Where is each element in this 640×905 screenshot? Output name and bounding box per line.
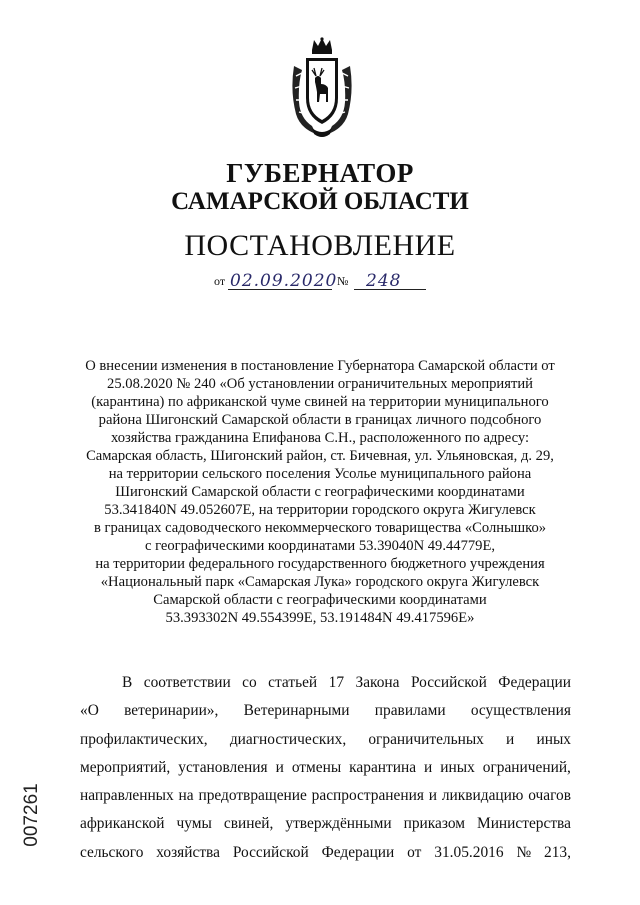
body-word: Федерации (498, 674, 571, 691)
body-word: и (424, 758, 433, 776)
heading-line: района Шигонский Самарской области в границах личного подсобного (98, 412, 542, 428)
body-word: № (516, 843, 532, 861)
body-word: осуществления (470, 702, 571, 720)
heading-line: Самарской области с географическими координатами (153, 592, 487, 608)
body-line (80, 754, 571, 782)
body-line (80, 726, 571, 754)
heading-line: (карантина) по африканской чуме свиней на территории муниципального (91, 394, 549, 410)
body-word: распространения (311, 787, 424, 805)
handwritten-date: 02.09.2020 (230, 271, 338, 291)
body-word: ликвидацию (441, 787, 524, 805)
body-word: ограничений, (482, 758, 571, 776)
body-word: профилактических, (80, 730, 208, 748)
body-word: чумы (176, 815, 212, 833)
body-word: ветеринарии», (124, 702, 219, 720)
date-number-line (214, 270, 434, 292)
heading-line: Самарская область, Шигонский район, ст. Бичевная, ул. Ульяновская, д. 29, (86, 448, 554, 464)
number-prefix: № (337, 274, 349, 288)
body-word: диагностических, (229, 730, 347, 748)
body-line (80, 782, 571, 810)
body-line (80, 669, 571, 697)
body-word: Ветеринарными (243, 702, 350, 720)
body-word: статьей (268, 674, 318, 691)
heading-line: Шигонский Самарской области с географическими координатами (115, 484, 525, 500)
body-paragraph (80, 669, 571, 867)
date-prefix: от (214, 274, 226, 288)
document-heading (60, 357, 580, 627)
body-word: Российской (232, 843, 309, 861)
body-word: 31.05.2016 (434, 843, 504, 861)
body-word: приказом (403, 815, 465, 833)
body-line (80, 697, 571, 725)
body-word: и (506, 730, 515, 748)
heading-line: О внесении изменения в постановление Губернатора Самарской области от (85, 358, 555, 374)
registration-code (22, 770, 42, 860)
heading-line: на территории сельского поселения Усолье муниципального района (108, 466, 532, 482)
body-word: Федерации (321, 843, 395, 861)
registration-code-text: 007261 (21, 783, 42, 847)
body-word: установления (178, 758, 268, 776)
body-word: со (242, 674, 257, 691)
body-word: «О (80, 702, 99, 720)
body-word: и (275, 758, 284, 776)
title-region: САМАРСКОЙ ОБЛАСТИ (171, 188, 469, 215)
body-word: иных (536, 730, 571, 748)
body-word: ограничительных (368, 730, 484, 748)
body-word: утверждёнными (285, 815, 392, 833)
body-word: Закона (355, 674, 400, 691)
body-word: сельского (80, 843, 144, 861)
heading-line: 53.341840N 49.052607E, на территории городского округа Жигулевск (104, 502, 536, 518)
heading-line: в границах садоводческого некоммерческого товарищества «Солнышко» (93, 520, 547, 536)
body-line (80, 839, 571, 867)
body-word: хозяйства (156, 843, 220, 861)
coat-of-arms-emblem (290, 36, 354, 140)
body-word: Министерства (477, 815, 571, 833)
body-word: Российской (410, 674, 487, 691)
handwritten-number: 248 (366, 271, 402, 291)
body-word: правилами (374, 702, 446, 720)
body-word: В (122, 674, 133, 691)
body-word: мероприятий, (80, 758, 171, 776)
body-word: и (428, 787, 438, 805)
document-type: ПОСТАНОВЛЕНИЕ (184, 229, 456, 262)
heading-line: 53.393302N 49.554399E, 53.191484N 49.417596E» (165, 610, 475, 626)
body-word: предотвращение (198, 787, 307, 805)
body-word: африканской (80, 815, 165, 833)
heading-line: «Национальный парк «Самарская Лука» городского округа Жигулевск (100, 574, 540, 590)
title-governor: ГУБЕРНАТОР (226, 158, 414, 188)
body-word: карантина (349, 758, 417, 776)
body-line (80, 810, 571, 838)
body-word: иных (440, 758, 475, 776)
body-word: 17 (328, 674, 345, 691)
body-word: отмены (291, 758, 342, 776)
heading-line: хозяйства гражданина Епифанова С.Н., расположенного по адресу: (110, 430, 530, 446)
body-word: на (178, 787, 194, 805)
body-word: соответствии (143, 674, 231, 691)
heading-line: на территории федерального государственного бюджетного учреждения (95, 556, 545, 572)
body-word: очагов (528, 787, 571, 805)
body-word: от (407, 843, 422, 861)
heading-line: 25.08.2020 № 240 «Об установлении ограничительных мероприятий (107, 376, 533, 392)
heading-line: с географическими координатами 53.39040N 49.44779E, (144, 538, 496, 554)
body-word: свиней, (223, 815, 274, 833)
body-word: направленных (80, 787, 174, 805)
body-word: 213, (544, 843, 571, 861)
